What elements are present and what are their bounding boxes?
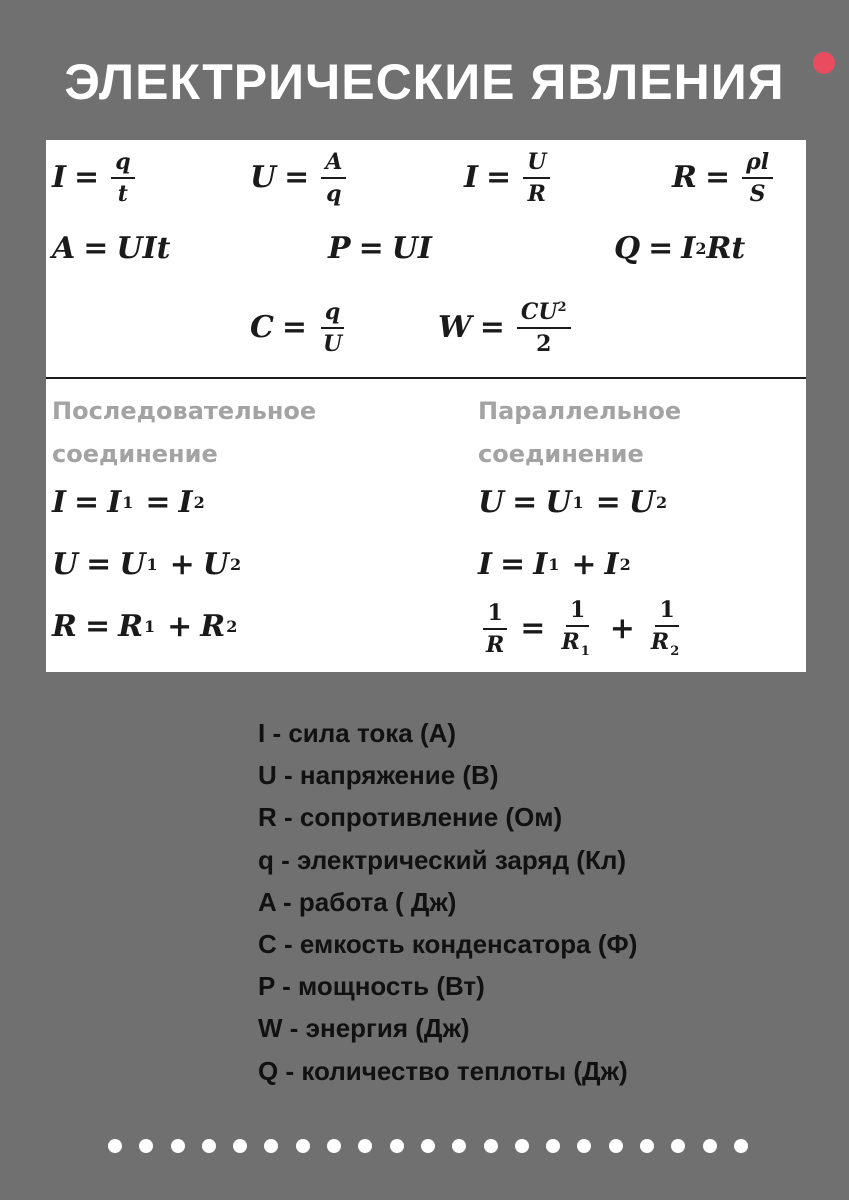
formula-voltage: [250, 150, 350, 206]
dot: [296, 1139, 310, 1153]
equals-sign: =: [281, 310, 308, 346]
dot: [233, 1139, 247, 1153]
fraction-denominator: S: [749, 181, 766, 208]
formula-current: [52, 150, 139, 206]
equals-sign: =: [83, 231, 109, 266]
formula-energy: [438, 300, 575, 356]
fraction: [321, 150, 346, 206]
legend-item: R - сопротивление (Ом): [258, 802, 563, 833]
series-label-line1: Последовательное: [52, 397, 317, 425]
formula-lhs: Q: [614, 231, 641, 266]
fraction-numerator: A: [321, 150, 346, 179]
equals-sign: =: [74, 160, 100, 196]
formula-lhs: P: [328, 231, 351, 266]
fraction-denominator: U: [323, 331, 343, 358]
dot: [421, 1139, 435, 1153]
formula-heat: [614, 231, 746, 266]
dot: [264, 1139, 278, 1153]
legend-item: A - работа ( Дж): [258, 886, 457, 917]
fraction: [523, 150, 550, 206]
series-voltage-formula: U = U 1 + U 2: [52, 547, 242, 582]
decorative-dots: [108, 1136, 748, 1156]
dot: [640, 1139, 654, 1153]
equals-sign: =: [358, 231, 384, 266]
legend-item: W - энергия (Дж): [258, 1013, 470, 1044]
legend-item: I - сила тока (А): [258, 718, 457, 748]
formula-resistance: [672, 150, 777, 206]
section-divider: [46, 377, 806, 379]
series-label-line2: соединение: [52, 440, 218, 468]
formula-lhs: W: [438, 310, 472, 346]
parallel-label-line2: соединение: [478, 440, 644, 468]
dot: [202, 1139, 216, 1153]
fraction-numerator: q: [321, 300, 344, 329]
dot: [577, 1139, 591, 1153]
formula-lhs: A: [52, 231, 76, 266]
formula-lhs: R: [672, 160, 697, 196]
series-current-formula: I = I 1 = I 2: [52, 485, 205, 520]
parallel-voltage-formula: U = U 1 = U 2: [478, 485, 668, 520]
numerator-text: CU: [520, 299, 558, 325]
formula-card: [46, 140, 806, 672]
symbol-legend: [258, 712, 637, 1092]
fraction: [517, 300, 571, 356]
parallel-current-formula: I = I 1 + I 2: [478, 547, 631, 582]
dot: [390, 1139, 404, 1153]
legend-item: Q - количество теплоты (Дж): [258, 1055, 628, 1086]
dot: [734, 1139, 748, 1153]
equals-sign: =: [486, 160, 512, 196]
formula-rhs: UIt: [116, 231, 171, 266]
parallel-label: [478, 390, 681, 476]
dot: [484, 1139, 498, 1153]
formula-lhs: I: [464, 160, 479, 196]
dot: [327, 1139, 341, 1153]
legend-item: P - мощность (Вт): [258, 971, 485, 1002]
formula-rhs: Rt: [706, 231, 746, 266]
fraction: [111, 150, 134, 206]
fraction-numerator: q: [111, 150, 134, 179]
fraction-denominator: 2: [536, 331, 552, 358]
dot: [609, 1139, 623, 1153]
formula-lhs: C: [250, 310, 274, 346]
dot: [703, 1139, 717, 1153]
fraction-numerator: ρl: [742, 150, 773, 179]
page-title: ЭЛЕКТРИЧЕСКИЕ ЯВЛЕНИЯ: [64, 54, 785, 110]
fraction-numerator: U: [523, 150, 550, 179]
formula-rhs: UI: [391, 231, 432, 266]
exponent: 2: [557, 300, 567, 315]
accent-dot: [813, 52, 835, 74]
parallel-resistance-formula: $\frac{1}{R}$ = $\frac{1}{R_1}$ + $\frac{1}{R_2}$: [478, 598, 691, 659]
dot: [358, 1139, 372, 1153]
dot: [171, 1139, 185, 1153]
fraction-denominator: q: [326, 181, 342, 208]
formula-work: [52, 231, 171, 266]
parallel-label-line1: Параллельное: [478, 397, 682, 425]
formula-power: [328, 231, 432, 266]
legend-item: q - электрический заряд (Кл): [258, 844, 626, 875]
formula-rhs: I: [681, 231, 696, 266]
dot: [139, 1139, 153, 1153]
dot: [515, 1139, 529, 1153]
dot: [452, 1139, 466, 1153]
equals-sign: =: [648, 231, 674, 266]
legend-item: C - емкость конденсатора (Ф): [258, 929, 638, 960]
fraction-denominator: t: [117, 181, 128, 208]
equals-sign: =: [704, 160, 731, 196]
formula-capacitance: [250, 300, 350, 356]
exponent: 2: [695, 239, 707, 258]
fraction-denominator: R: [527, 181, 546, 208]
fraction: [742, 150, 773, 206]
equals-sign: =: [284, 160, 310, 196]
legend-item: U - напряжение (В): [258, 760, 499, 791]
fraction: [319, 300, 346, 356]
formula-ohm: [464, 150, 554, 206]
series-label: [52, 390, 316, 476]
dot: [546, 1139, 560, 1153]
dot: [108, 1139, 122, 1153]
equals-sign: =: [479, 310, 505, 346]
formula-lhs: U: [250, 160, 277, 196]
formula-lhs: I: [52, 160, 67, 196]
series-resistance-formula: R = R 1 + R 2: [52, 609, 238, 644]
dot: [671, 1139, 685, 1153]
fraction-numerator: [517, 300, 571, 329]
